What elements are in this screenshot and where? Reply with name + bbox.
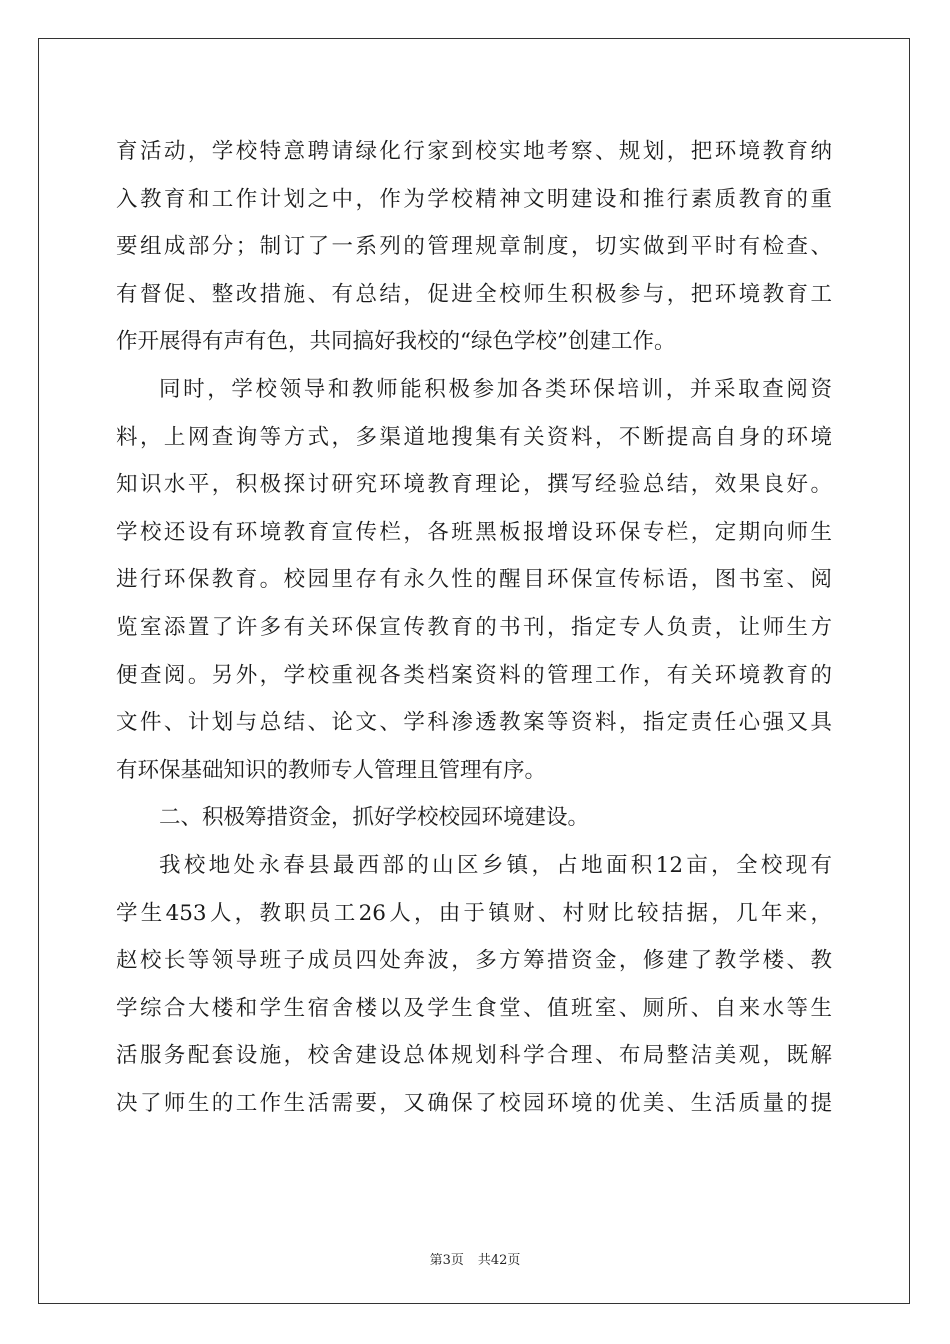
text-line: 赵校长等领导班子成员四处奔波，多方筹措资金，修建了教学楼、教 (116, 948, 832, 974)
text-line: 入教育和工作计划之中，作为学校精神文明建设和推行素质教育的重 (116, 186, 832, 212)
page-total: 共42页 (477, 1253, 521, 1268)
text-line: 作开展得有声有色，共同搞好我校的“绿色学校”创建工作。 (116, 329, 676, 355)
text-line: 学生453人，教职员工26人，由于镇财、村财比较拮据，几年来， (116, 900, 832, 926)
text-line: 育活动，学校特意聘请绿化行家到校实地考察、规划，把环境教育纳 (116, 139, 832, 164)
text-line: 学校还设有环境教育宣传栏，各班黑板报增设环保专栏，定期向师生 (116, 519, 832, 545)
text-line: 知识水平，积极探讨研究环境教育理论，撰写经验总结，效果良好。 (116, 472, 832, 498)
document-body (116, 128, 832, 1127)
text-line: 有环保基础知识的教师专人管理且管理有序。 (116, 757, 547, 783)
paragraph (116, 842, 832, 1128)
paragraph (116, 366, 832, 794)
text-line: 活服务配套设施，校舍建设总体规划科学合理、布局整洁美观，既解 (116, 1043, 832, 1069)
text-line: 便查阅。另外，学校重视各类档案资料的管理工作，有关环境教育的 (116, 662, 832, 688)
page-number: 第3页 (429, 1253, 464, 1268)
text-line: 二、积极筹措资金，抓好学校校园环境建设。 (159, 805, 590, 831)
text-line: 料，上网查询等方式，多渠道地搜集有关资料，不断提高自身的环境 (116, 424, 832, 450)
text-line: 学综合大楼和学生宿舍楼以及学生食堂、值班室、厕所、自来水等生 (116, 995, 832, 1021)
text-line: 进行环保教育。校园里存有永久性的醒目环保宣传标语，图书室、阅 (116, 567, 832, 593)
text-line: 览室添置了许多有关环保宣传教育的书刊，指定专人负责，让师生方 (116, 614, 832, 640)
text-line: 决了师生的工作生活需要，又确保了校园环境的优美、生活质量的提 (116, 1090, 832, 1116)
page-footer (0, 1249, 950, 1268)
text-line: 有督促、整改措施、有总结，促进全校师生积极参与，把环境教育工 (116, 281, 832, 307)
text-line: 文件、计划与总结、论文、学科渗透教案等资料，指定责任心强又具 (116, 710, 832, 736)
text-line: 同时，学校领导和教师能积极参加各类环保培训，并采取查阅资 (159, 376, 832, 402)
paragraph (116, 794, 832, 842)
text-line: 要组成部分；制订了一系列的管理规章制度，切实做到平时有检查、 (116, 234, 832, 260)
text-line: 我校地处永春县最西部的山区乡镇，占地面积12亩，全校现有 (159, 852, 832, 878)
paragraph (116, 128, 832, 366)
